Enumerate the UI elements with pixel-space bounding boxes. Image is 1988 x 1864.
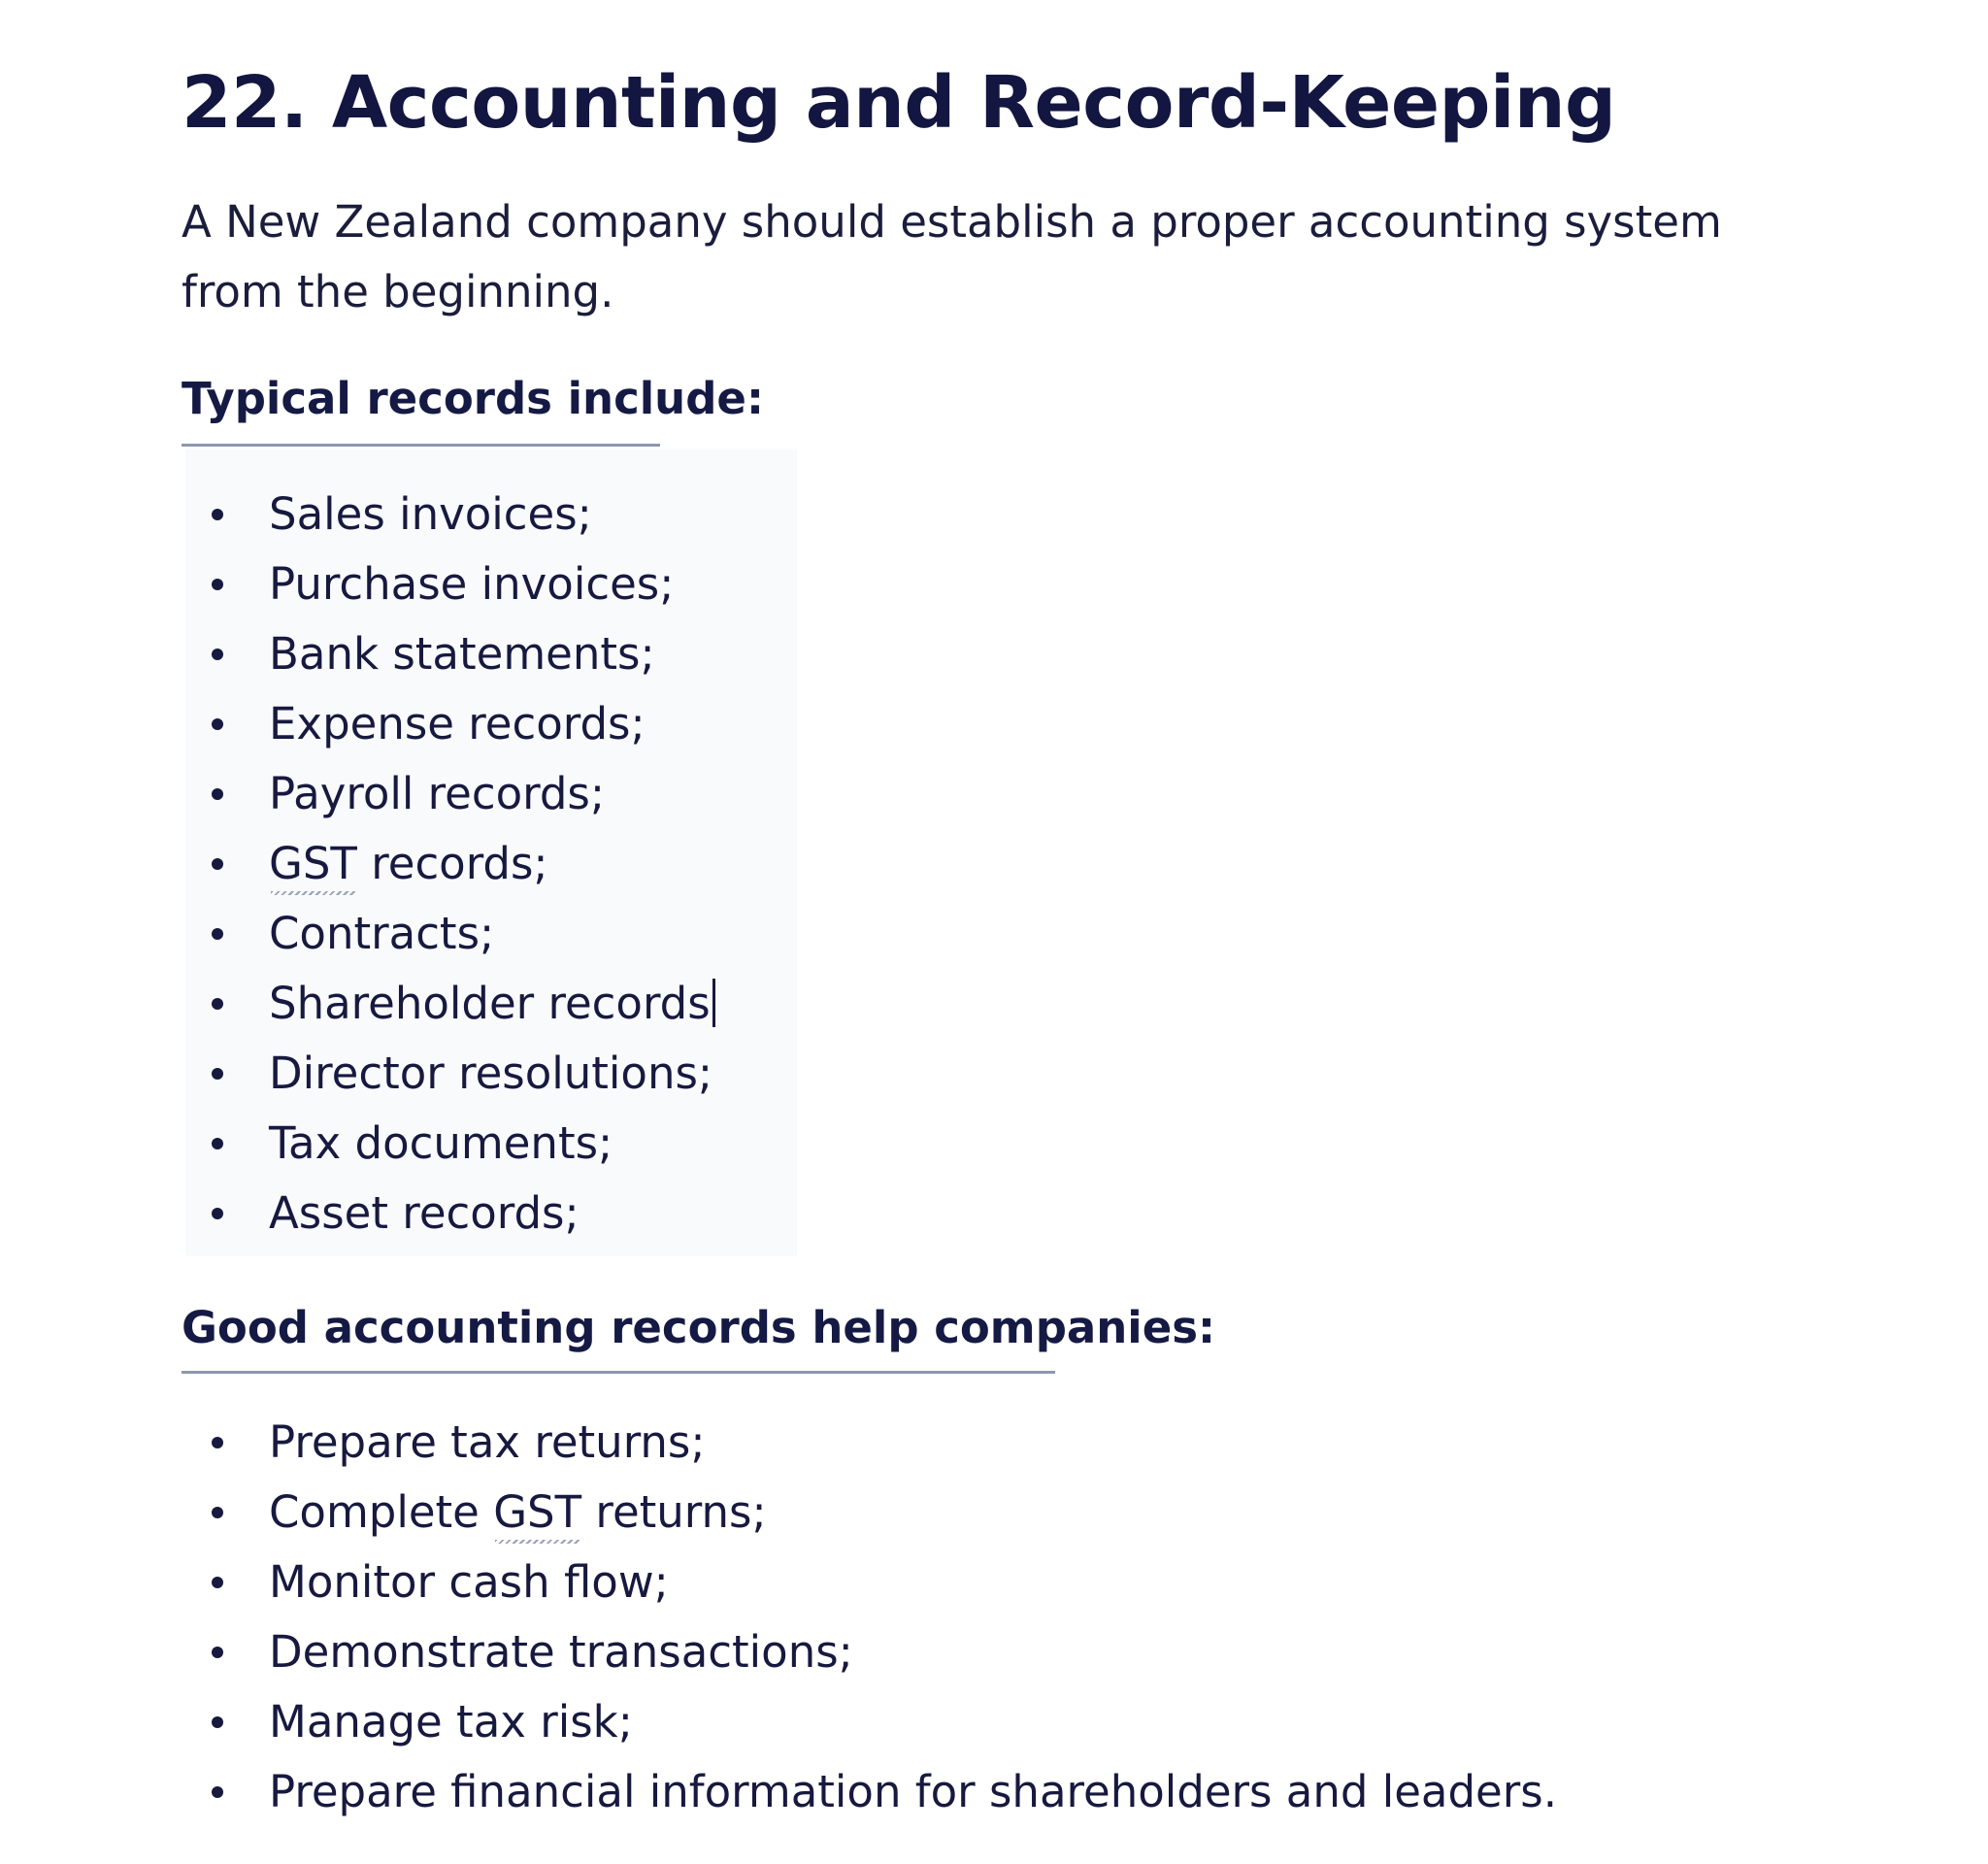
bullet-dot-icon xyxy=(212,998,223,1010)
list-item-text: Director resolutions; xyxy=(269,1048,713,1099)
section-heading-good-records: Good accounting records help companies: xyxy=(182,1302,1216,1353)
section-heading-underline xyxy=(182,1371,1055,1374)
section-heading-typical-records: Typical records include: xyxy=(182,373,764,424)
list-item-text-lead: Complete xyxy=(269,1486,494,1538)
bullet-dot-icon xyxy=(212,718,223,730)
list-item-text: Expense records; xyxy=(269,698,646,749)
list-item-text-rest: records; xyxy=(356,838,548,889)
list-item-text-content: Shareholder records xyxy=(269,978,711,1029)
bullet-dot-icon xyxy=(212,509,223,520)
list-item-text: Prepare tax returns; xyxy=(269,1416,706,1468)
list-item-text: Bank statements; xyxy=(269,628,655,680)
list-item-text xyxy=(269,1478,767,1548)
bullet-dot-icon xyxy=(212,1068,223,1080)
list-item-text-rest: returns; xyxy=(581,1486,767,1538)
bullet-dot-icon xyxy=(212,1138,223,1149)
spellcheck-squiggle-word[interactable]: GST xyxy=(493,1478,581,1548)
bullet-dot-icon xyxy=(212,1437,223,1448)
list-item-text xyxy=(269,969,715,1039)
bullet-dot-icon xyxy=(212,788,223,800)
page-title: 22. Accounting and Record-Keeping xyxy=(182,61,1616,145)
list-item-text: Purchase invoices; xyxy=(269,558,675,610)
list-item-text xyxy=(269,829,548,899)
text-cursor-icon xyxy=(712,979,715,1027)
bullet-dot-icon xyxy=(212,1507,223,1518)
bullet-dot-icon xyxy=(212,649,223,660)
bullet-dot-icon xyxy=(212,1577,223,1588)
bullet-dot-icon xyxy=(212,1647,223,1658)
intro-paragraph: A New Zealand company should establish a proper accounting system from the beginning. xyxy=(182,196,1722,317)
list-item-text: Payroll records; xyxy=(269,768,606,819)
bullet-dot-icon xyxy=(212,579,223,590)
bullet-dot-icon xyxy=(212,1208,223,1219)
spellcheck-squiggle-word[interactable]: GST xyxy=(269,829,357,899)
list-item-text: Prepare financial information for shareholders and leaders. xyxy=(269,1766,1557,1817)
bullet-dot-icon xyxy=(212,928,223,940)
bullet-dot-icon xyxy=(212,1716,223,1728)
bullet-dot-icon xyxy=(212,1786,223,1798)
bullet-dot-icon xyxy=(212,858,223,870)
list-item-text: Contracts; xyxy=(269,908,495,959)
list-item-text: Manage tax risk; xyxy=(269,1696,633,1748)
section-heading-underline xyxy=(182,444,660,447)
document-page xyxy=(182,0,1832,1864)
list-item-text: Tax documents; xyxy=(269,1117,613,1169)
list-item-text: Monitor cash flow; xyxy=(269,1556,669,1608)
list-item-text: Demonstrate transactions; xyxy=(269,1626,853,1678)
list-item-text: Sales invoices; xyxy=(269,488,592,540)
list-item-text: Asset records; xyxy=(269,1187,580,1239)
